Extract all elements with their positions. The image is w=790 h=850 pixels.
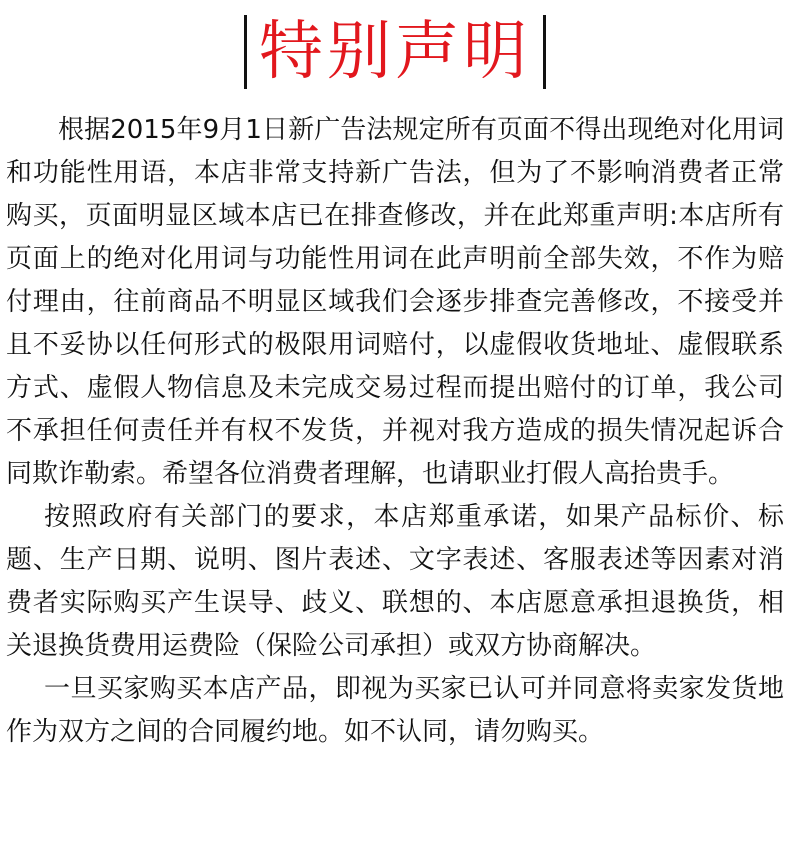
notice-header — [0, 8, 790, 96]
notice-title: 特别声明 — [259, 15, 531, 89]
left-divider-bar — [244, 15, 247, 89]
notice-paragraph-2: 按照政府有关部门的要求，本店郑重承诺，如果产品标价、标题、生产日期、说明、图片表述、文字表述、客服表述等因素对消费者实际购买产生误导、歧义、联想的、本店愿意承担退换货，相关退换货费用运费险（保险公司承担）或双方协商解决。 — [6, 502, 784, 661]
notice-body — [6, 109, 784, 754]
notice-paragraph-1: 根据2015年9月1日新广告法规定所有页面不得出现绝对化用词和功能性用语，本店非常支持新广告法，但为了不影响消费者正常购买，页面明显区域本店已在排查修改，并在此郑重声明:本店所有页面上的绝对化用词与功能性用词在此声明前全部失效，不作为赔付理由，往前商品不明显区域我们会逐步排查完善修改，不接受并且不妥协以任何形式的极限用词赔付，以虚假收货地址、虚假联系方式、虚假人物信息及未完成交易过程而提出赔付的订单，我公司不承担任何责任并有权不发货，并视对我方造成的损失情况起诉合同欺诈勒索。希望各位消费者理解，也请职业打假人高抬贵手。 — [6, 115, 784, 489]
notice-paragraph-3: 一旦买家购买本店产品，即视为买家已认可并同意将卖家发货地作为双方之间的合同履约地。如不认同，请勿购买。 — [6, 674, 784, 747]
right-divider-bar — [543, 15, 546, 89]
